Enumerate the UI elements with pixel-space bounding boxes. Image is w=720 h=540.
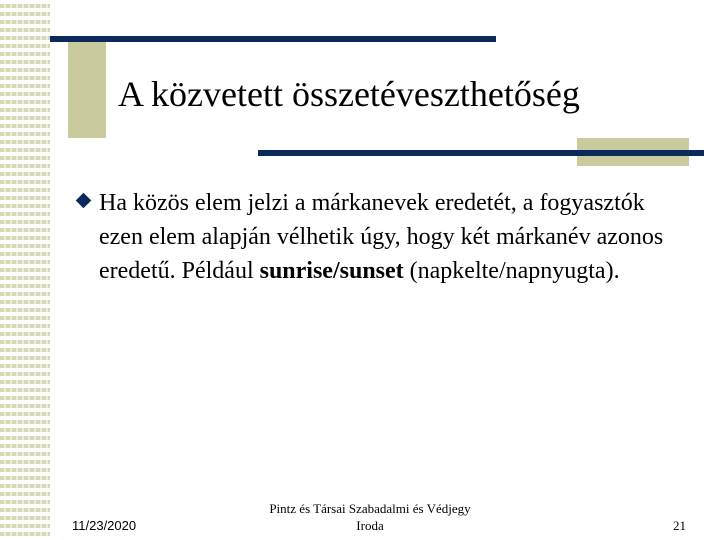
- footer-page-number: 21: [673, 518, 686, 533]
- bullet-text: [99, 186, 688, 288]
- title-bottom-rule: [258, 150, 704, 156]
- slide-title: A közvetett összetéveszthetőség: [118, 74, 580, 114]
- bullet-item: [78, 186, 688, 288]
- title-olive-block: [68, 40, 106, 138]
- left-striped-margin: [0, 0, 50, 540]
- bullet-bold-example: sunrise/sunset: [259, 258, 404, 284]
- title-top-rule: [50, 36, 496, 42]
- bullet-text-before: Ha közös elem jelzi a márkanevek eredetét, a fogyasztók ezen elem alapján vélhetik úgy, hogy két márkanév azonos eredetű. Például: [99, 190, 664, 284]
- footer-date: 11/23/2020: [72, 518, 137, 533]
- footer-organization-line1: Pintz és Társai Szabadalmi és Védjegy: [269, 501, 471, 516]
- diamond-bullet-icon: [76, 193, 92, 209]
- bullet-text-after: (napkelte/napnyugta).: [403, 258, 620, 284]
- footer-organization-line2: Iroda: [356, 518, 384, 533]
- footer-organization: [245, 500, 495, 534]
